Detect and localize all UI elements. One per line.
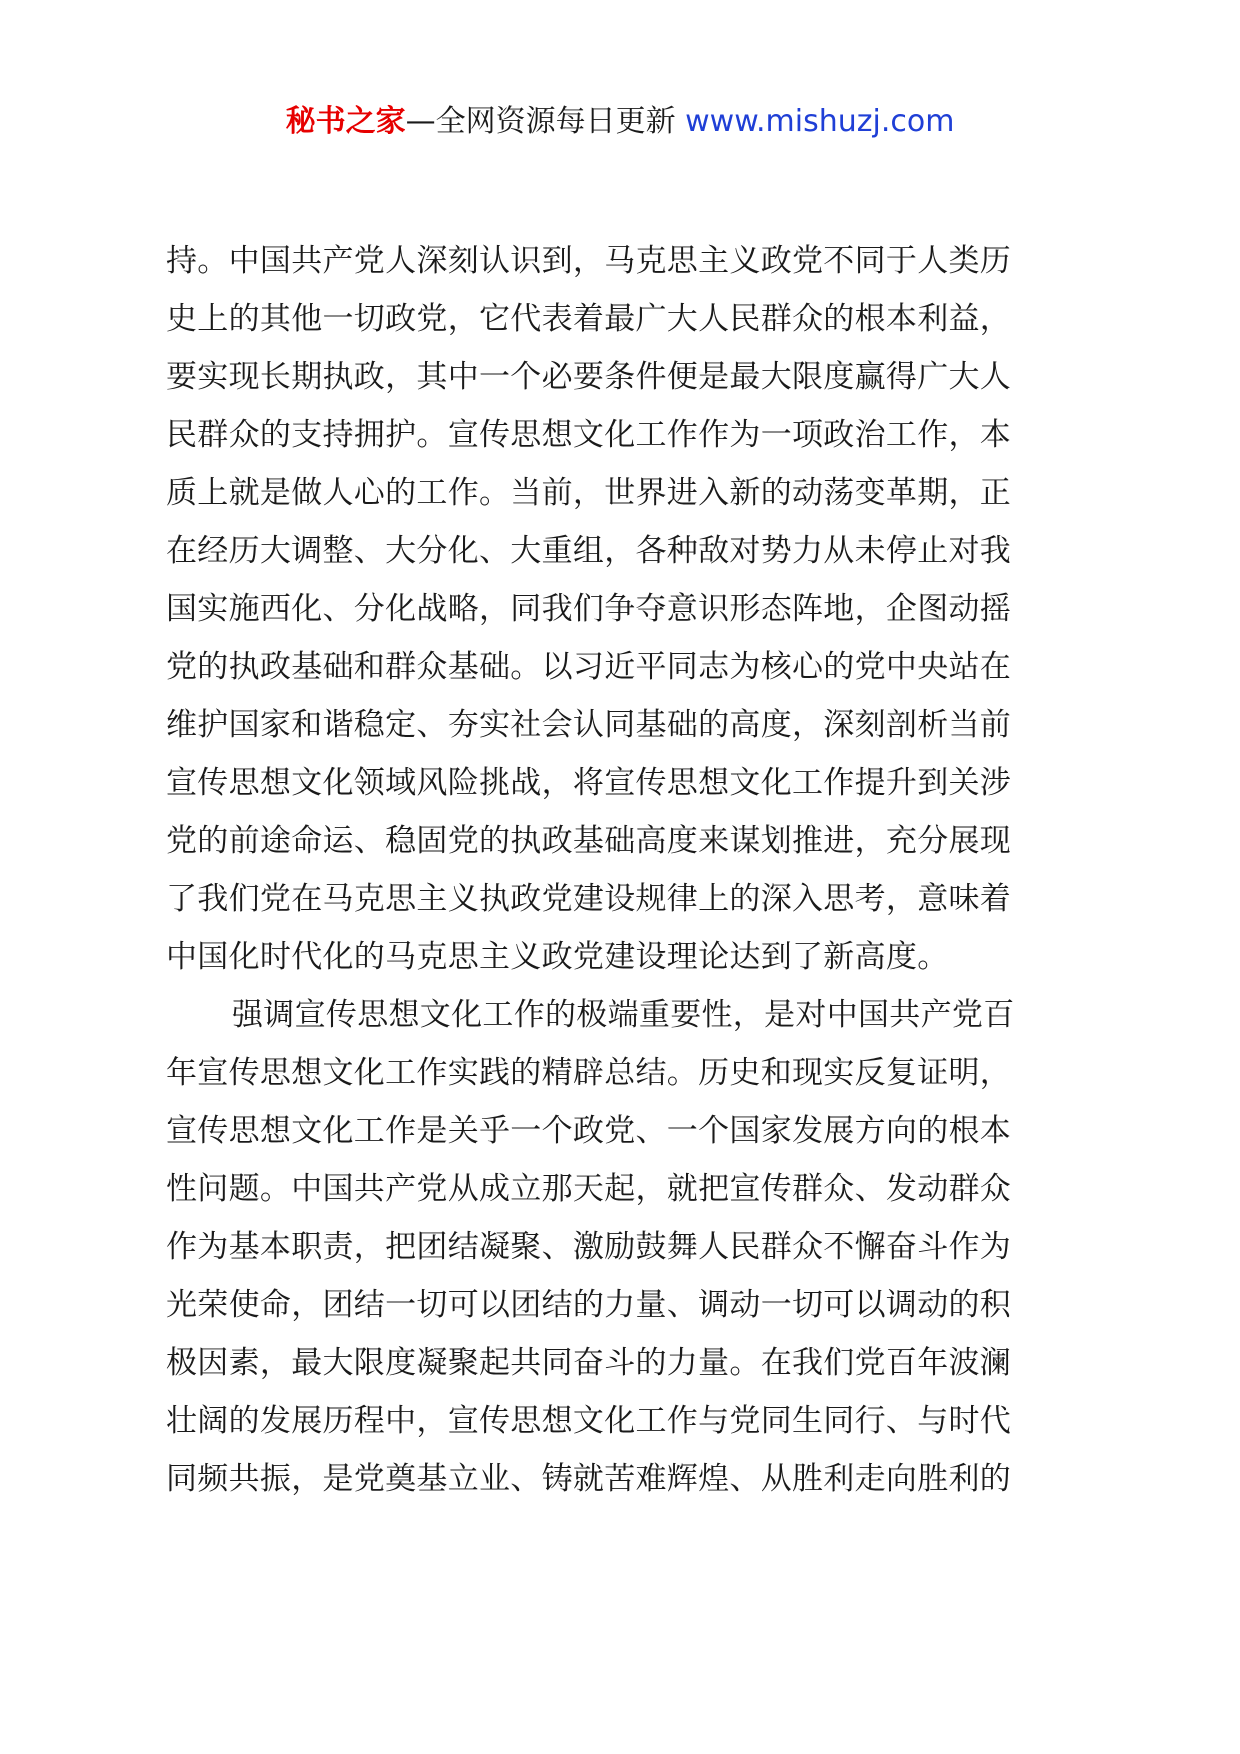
text-line: 光荣使命，团结一切可以团结的力量、调动一切可以调动的积 [166, 1287, 1012, 1323]
text-line: 民群众的支持拥护。宣传思想文化工作作为一项政治工作，本 [166, 417, 1012, 453]
paragraph-first-line: 强调宣传思想文化工作的极端重要性，是对中国共产党百 [232, 997, 1015, 1033]
text-line: 作为基本职责，把团结凝聚、激励鼓舞人民群众不懈奋斗作为 [166, 1229, 1012, 1265]
text-line: 壮阔的发展历程中，宣传思想文化工作与党同生同行、与时代 [166, 1403, 1012, 1439]
text-line: 性问题。中国共产党从成立那天起，就把宣传群众、发动群众 [166, 1171, 1012, 1207]
site-url-link[interactable]: www.mishuzj.com [685, 104, 955, 139]
text-line: 在经历大调整、大分化、大重组，各种敌对势力从未停止对我 [166, 533, 1012, 569]
site-header [0, 98, 1240, 146]
text-line: 宣传思想文化工作是关乎一个政党、一个国家发展方向的根本 [166, 1113, 1012, 1149]
text-line: 中国化时代化的马克思主义政党建设理论达到了新高度。 [166, 939, 949, 975]
text-line: 持。中国共产党人深刻认识到，马克思主义政党不同于人类历 [166, 243, 1012, 279]
brand-name: 秘书之家 [285, 104, 406, 139]
text-line: 国实施西化、分化战略，同我们争夺意识形态阵地，企图动摇 [166, 591, 1012, 627]
text-line: 质上就是做人心的工作。当前，世界进入新的动荡变革期，正 [166, 475, 1012, 511]
text-line: 了我们党在马克思主义执政党建设规律上的深入思考，意味着 [166, 881, 1012, 917]
text-line: 宣传思想文化领域风险挑战，将宣传思想文化工作提升到关涉 [166, 765, 1012, 801]
text-line: 同频共振，是党奠基立业、铸就苦难辉煌、从胜利走向胜利的 [166, 1461, 1012, 1497]
text-line: 维护国家和谐稳定、夯实社会认同基础的高度，深刻剖析当前 [166, 707, 1012, 743]
document-body [166, 232, 1086, 1508]
text-line: 要实现长期执政，其中一个必要条件便是最大限度赢得广大人 [166, 359, 1012, 395]
text-line: 党的执政基础和群众基础。以习近平同志为核心的党中央站在 [166, 649, 1012, 685]
header-tagline: —全网资源每日更新 [405, 104, 686, 139]
text-line: 极因素，最大限度凝聚起共同奋斗的力量。在我们党百年波澜 [166, 1345, 1012, 1381]
text-line: 年宣传思想文化工作实践的精辟总结。历史和现实反复证明， [166, 1055, 1012, 1091]
text-line: 党的前途命运、稳固党的执政基础高度来谋划推进，充分展现 [166, 823, 1012, 859]
text-line: 史上的其他一切政党，它代表着最广大人民群众的根本利益， [166, 301, 1012, 337]
